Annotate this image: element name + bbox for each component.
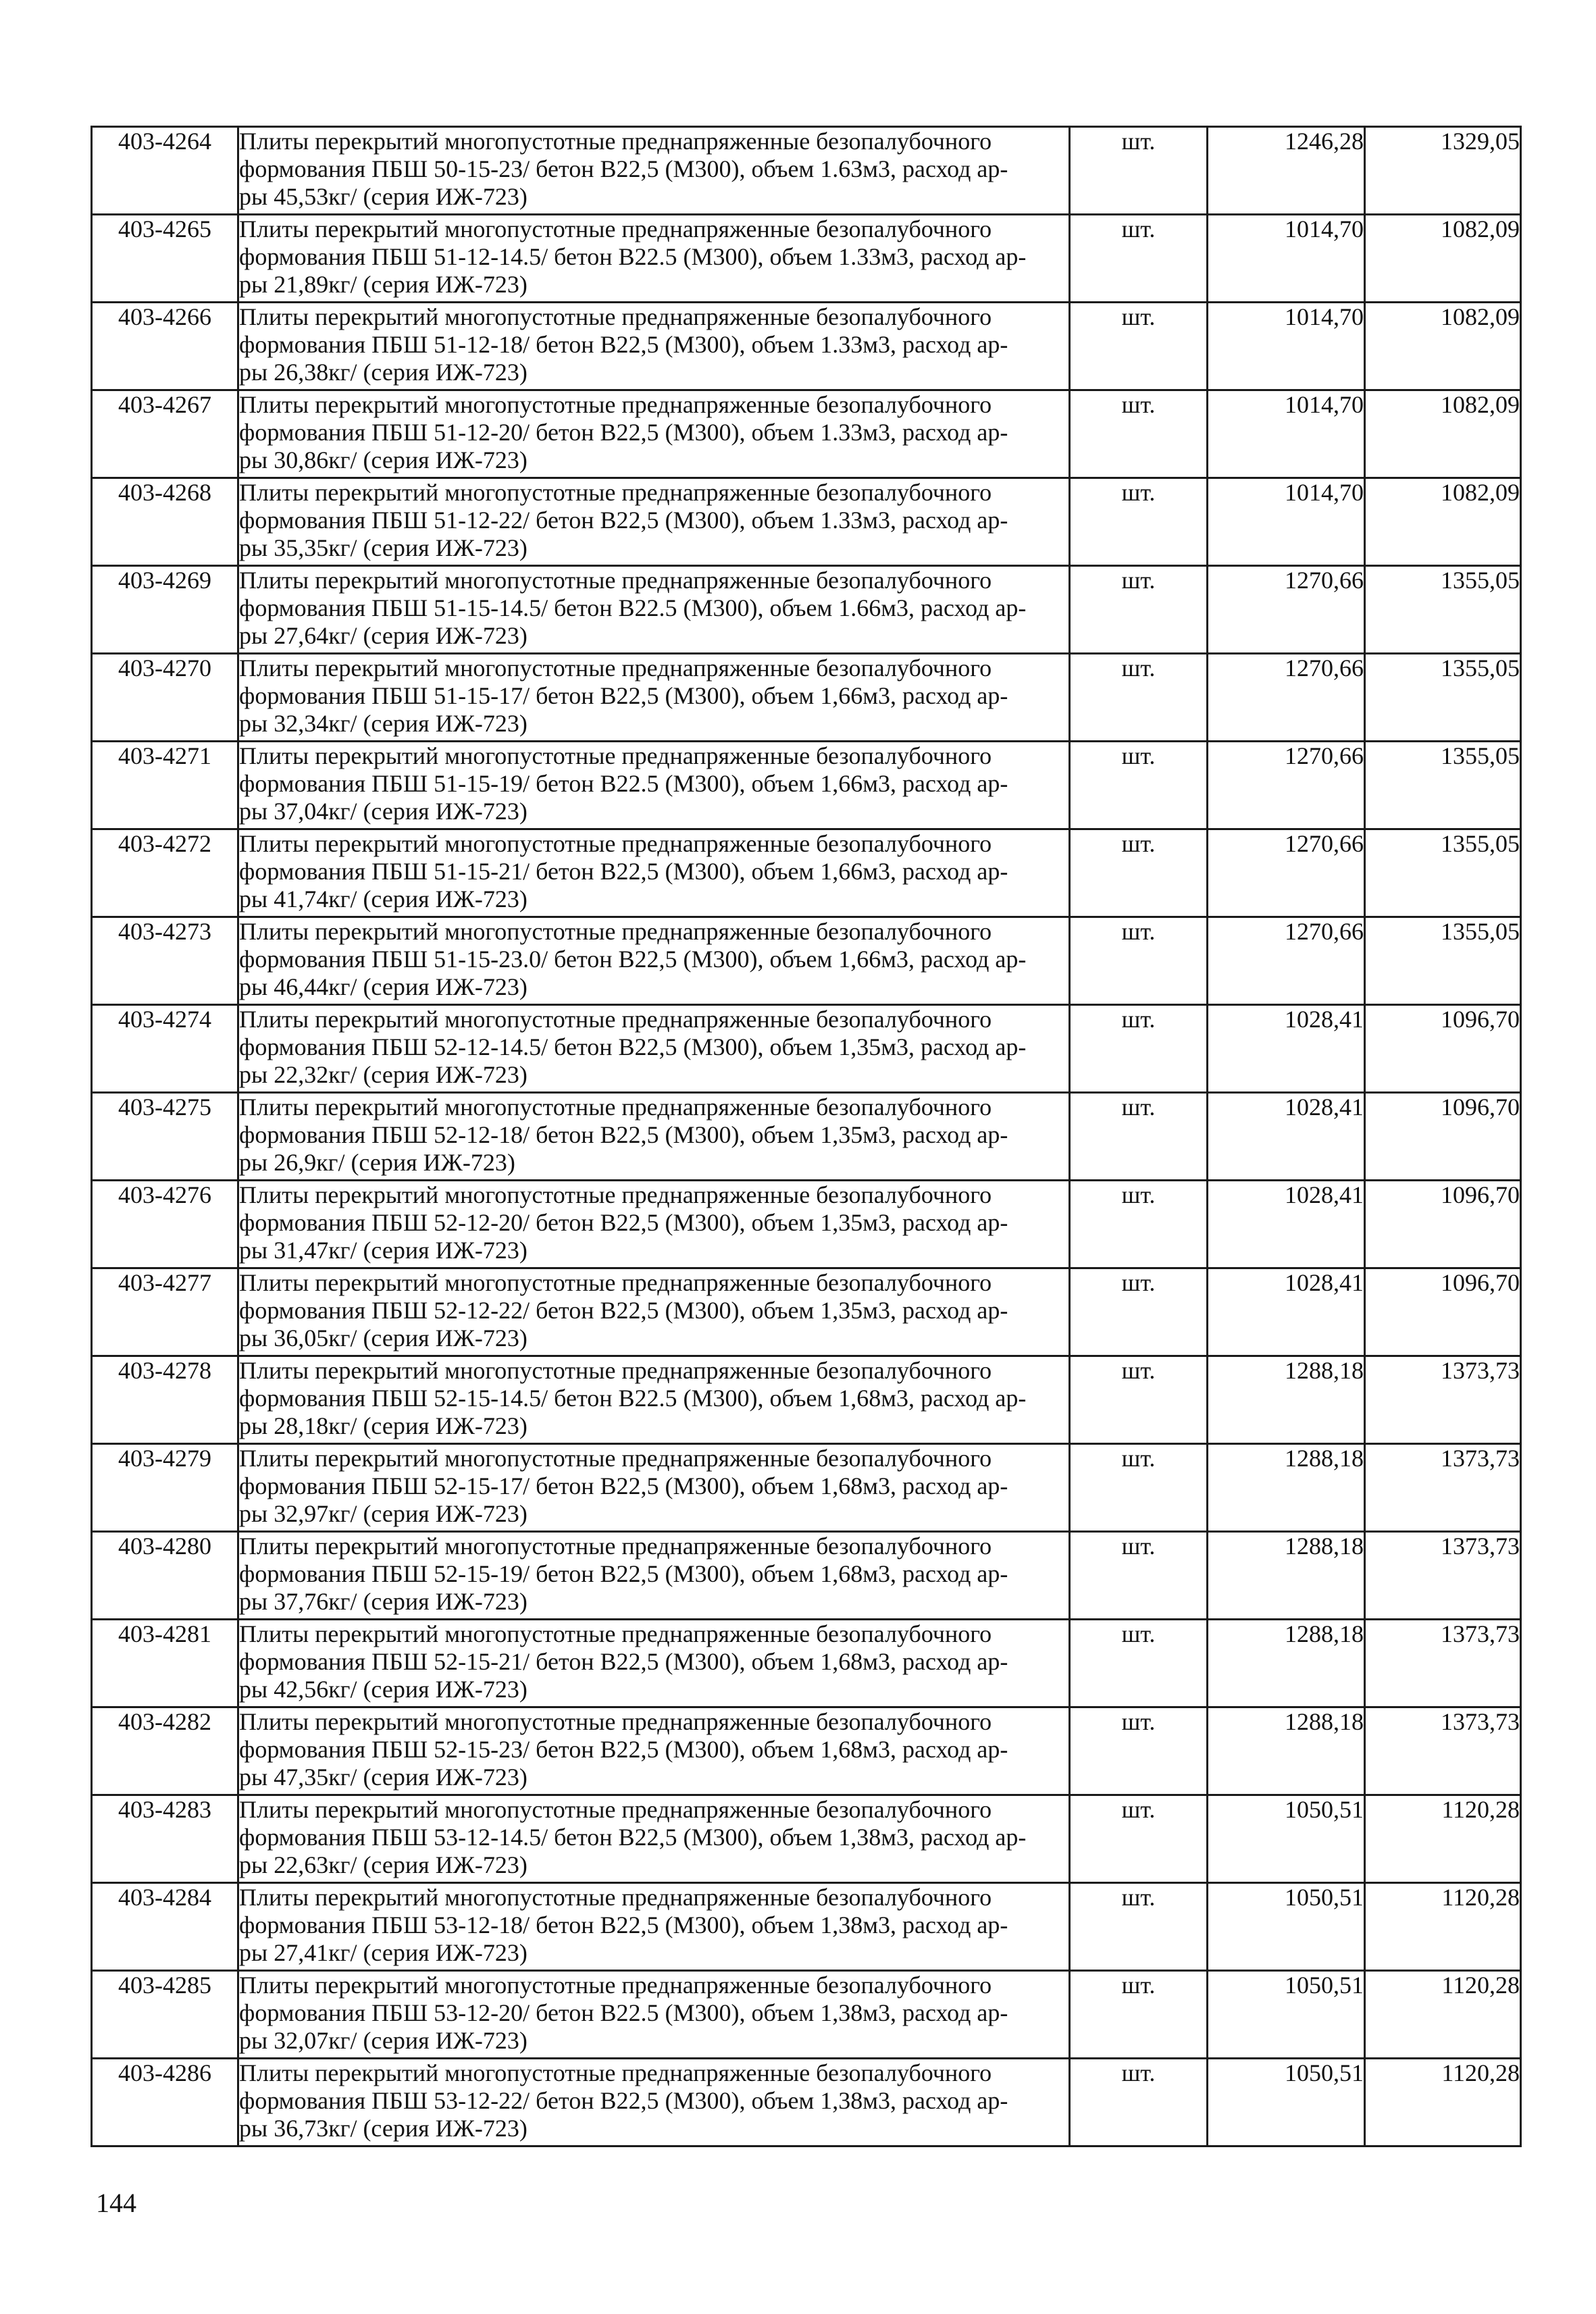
item-code: 403-4284 [92, 1883, 238, 1971]
item-description [238, 215, 1070, 303]
item-price-2: 1355,05 [1365, 917, 1521, 1005]
item-price-2: 1082,09 [1365, 215, 1521, 303]
table-row [92, 1883, 1521, 1971]
table-row [92, 1532, 1521, 1620]
price-table-body [92, 127, 1521, 2146]
description-line-3: ры 37,76кг/ (серия ИЖ-723) [239, 1588, 527, 1615]
item-unit: шт. [1070, 1883, 1208, 1971]
item-code: 403-4272 [92, 829, 238, 917]
description-line-2: формования ПБШ 52-15-17/ бетон В22,5 (М300), объем 1,68м3, расход ар- [239, 1472, 1008, 1499]
item-unit: шт. [1070, 127, 1208, 215]
item-price-2: 1120,28 [1365, 1883, 1521, 1971]
description-line-2: формования ПБШ 50-15-23/ бетон В22,5 (М300), объем 1.63м3, расход ар- [239, 155, 1008, 182]
description-line-2: формования ПБШ 52-15-21/ бетон В22,5 (М300), объем 1,68м3, расход ар- [239, 1648, 1008, 1675]
table-row [92, 2059, 1521, 2146]
description-line-2: формования ПБШ 52-12-22/ бетон В22,5 (М300), объем 1,35м3, расход ар- [239, 1297, 1008, 1324]
table-row [92, 1093, 1521, 1181]
item-code: 403-4283 [92, 1795, 238, 1883]
item-unit: шт. [1070, 215, 1208, 303]
description-line-3: ры 32,07кг/ (серия ИЖ-723) [239, 2027, 527, 2054]
item-price-1: 1270,66 [1208, 917, 1365, 1005]
price-table [91, 126, 1522, 2147]
item-price-2: 1120,28 [1365, 2059, 1521, 2146]
item-code: 403-4271 [92, 742, 238, 829]
description-line-3: ры 42,56кг/ (серия ИЖ-723) [239, 1676, 527, 1703]
item-unit: шт. [1070, 1532, 1208, 1620]
item-price-1: 1050,51 [1208, 2059, 1365, 2146]
item-price-2: 1355,05 [1365, 742, 1521, 829]
item-unit: шт. [1070, 829, 1208, 917]
item-code: 403-4278 [92, 1356, 238, 1444]
item-description [238, 1532, 1070, 1620]
description-line-1: Плиты перекрытий многопустотные преднапряженные безопалубочного [239, 1006, 992, 1033]
description-line-2: формования ПБШ 51-15-23.0/ бетон В22,5 (М300), объем 1,66м3, расход ар- [239, 946, 1027, 973]
description-line-2: формования ПБШ 52-12-14.5/ бетон В22,5 (М300), объем 1,35м3, расход ар- [239, 1033, 1027, 1060]
item-code: 403-4266 [92, 303, 238, 390]
item-unit: шт. [1070, 1620, 1208, 1707]
table-row [92, 654, 1521, 742]
table-row [92, 1620, 1521, 1707]
item-price-1: 1028,41 [1208, 1181, 1365, 1268]
item-description [238, 742, 1070, 829]
item-unit: шт. [1070, 1356, 1208, 1444]
item-price-2: 1096,70 [1365, 1005, 1521, 1093]
item-description [238, 1005, 1070, 1093]
description-line-3: ры 37,04кг/ (серия ИЖ-723) [239, 798, 527, 825]
description-line-1: Плиты перекрытий многопустотные преднапряженные безопалубочного [239, 1181, 992, 1208]
description-line-1: Плиты перекрытий многопустотные преднапряженные безопалубочного [239, 1620, 992, 1647]
item-price-1: 1050,51 [1208, 1971, 1365, 2059]
table-row [92, 1356, 1521, 1444]
table-row [92, 829, 1521, 917]
description-line-3: ры 30,86кг/ (серия ИЖ-723) [239, 446, 527, 473]
description-line-3: ры 27,64кг/ (серия ИЖ-723) [239, 622, 527, 649]
description-line-1: Плиты перекрытий многопустотные преднапряженные безопалубочного [239, 1796, 992, 1823]
item-unit: шт. [1070, 1005, 1208, 1093]
item-unit: шт. [1070, 2059, 1208, 2146]
item-description [238, 1181, 1070, 1268]
description-line-1: Плиты перекрытий многопустотные преднапряженные безопалубочного [239, 742, 992, 769]
item-price-1: 1288,18 [1208, 1444, 1365, 1532]
item-description [238, 1883, 1070, 1971]
item-price-2: 1355,05 [1365, 566, 1521, 654]
description-line-1: Плиты перекрытий многопустотные преднапряженные безопалубочного [239, 1972, 992, 1999]
item-description [238, 390, 1070, 478]
item-code: 403-4268 [92, 478, 238, 566]
description-line-2: формования ПБШ 52-12-20/ бетон В22,5 (М300), объем 1,35м3, расход ар- [239, 1209, 1008, 1236]
item-price-1: 1270,66 [1208, 829, 1365, 917]
item-code: 403-4264 [92, 127, 238, 215]
item-unit: шт. [1070, 742, 1208, 829]
description-line-3: ры 26,9кг/ (серия ИЖ-723) [239, 1149, 515, 1176]
description-line-1: Плиты перекрытий многопустотные преднапряженные безопалубочного [239, 128, 992, 155]
description-line-1: Плиты перекрытий многопустотные преднапряженные безопалубочного [239, 391, 992, 418]
item-price-2: 1096,70 [1365, 1268, 1521, 1356]
table-row [92, 478, 1521, 566]
description-line-3: ры 32,97кг/ (серия ИЖ-723) [239, 1500, 527, 1527]
description-line-1: Плиты перекрытий многопустотные преднапряженные безопалубочного [239, 1708, 992, 1735]
item-price-1: 1288,18 [1208, 1356, 1365, 1444]
description-line-1: Плиты перекрытий многопустотные преднапряженные безопалубочного [239, 918, 992, 945]
item-price-2: 1082,09 [1365, 303, 1521, 390]
description-line-2: формования ПБШ 51-12-14.5/ бетон В22.5 (М300), объем 1.33м3, расход ар- [239, 243, 1027, 270]
table-row [92, 1795, 1521, 1883]
item-price-2: 1373,73 [1365, 1356, 1521, 1444]
item-unit: шт. [1070, 390, 1208, 478]
table-row [92, 917, 1521, 1005]
description-line-3: ры 45,53кг/ (серия ИЖ-723) [239, 183, 527, 210]
description-line-3: ры 21,89кг/ (серия ИЖ-723) [239, 271, 527, 298]
table-row [92, 742, 1521, 829]
table-row [92, 1005, 1521, 1093]
item-code: 403-4279 [92, 1444, 238, 1532]
item-price-1: 1270,66 [1208, 566, 1365, 654]
item-description [238, 1707, 1070, 1795]
item-code: 403-4286 [92, 2059, 238, 2146]
item-price-2: 1082,09 [1365, 390, 1521, 478]
item-code: 403-4269 [92, 566, 238, 654]
description-line-3: ры 22,63кг/ (серия ИЖ-723) [239, 1851, 527, 1878]
description-line-2: формования ПБШ 53-12-20/ бетон В22.5 (М300), объем 1,38м3, расход ар- [239, 1999, 1008, 2026]
item-unit: шт. [1070, 1971, 1208, 2059]
description-line-2: формования ПБШ 52-15-19/ бетон В22,5 (М300), объем 1,68м3, расход ар- [239, 1560, 1008, 1587]
table-row [92, 1971, 1521, 2059]
item-price-2: 1096,70 [1365, 1093, 1521, 1181]
description-line-3: ры 36,05кг/ (серия ИЖ-723) [239, 1325, 527, 1352]
item-description [238, 654, 1070, 742]
item-price-1: 1014,70 [1208, 215, 1365, 303]
item-description [238, 1093, 1070, 1181]
description-line-2: формования ПБШ 52-12-18/ бетон В22,5 (М300), объем 1,35м3, расход ар- [239, 1121, 1008, 1148]
item-code: 403-4281 [92, 1620, 238, 1707]
description-line-3: ры 41,74кг/ (серия ИЖ-723) [239, 885, 527, 912]
item-description [238, 478, 1070, 566]
description-line-2: формования ПБШ 51-12-18/ бетон В22,5 (М300), объем 1.33м3, расход ар- [239, 331, 1008, 358]
item-unit: шт. [1070, 566, 1208, 654]
description-line-3: ры 35,35кг/ (серия ИЖ-723) [239, 534, 527, 561]
item-price-2: 1120,28 [1365, 1971, 1521, 2059]
item-description [238, 829, 1070, 917]
table-row [92, 1707, 1521, 1795]
item-code: 403-4282 [92, 1707, 238, 1795]
item-unit: шт. [1070, 1707, 1208, 1795]
description-line-3: ры 22,32кг/ (серия ИЖ-723) [239, 1061, 527, 1088]
item-description [238, 566, 1070, 654]
item-price-1: 1050,51 [1208, 1883, 1365, 1971]
item-price-1: 1014,70 [1208, 390, 1365, 478]
description-line-2: формования ПБШ 53-12-22/ бетон В22,5 (М300), объем 1,38м3, расход ар- [239, 2087, 1008, 2114]
description-line-1: Плиты перекрытий многопустотные преднапряженные безопалубочного [239, 830, 992, 857]
description-line-2: формования ПБШ 52-15-14.5/ бетон В22.5 (М300), объем 1,68м3, расход ар- [239, 1385, 1027, 1412]
item-code: 403-4285 [92, 1971, 238, 2059]
item-description [238, 917, 1070, 1005]
description-line-2: формования ПБШ 51-15-19/ бетон В22.5 (М300), объем 1,66м3, расход ар- [239, 770, 1008, 797]
table-row [92, 1444, 1521, 1532]
item-unit: шт. [1070, 654, 1208, 742]
description-line-3: ры 47,35кг/ (серия ИЖ-723) [239, 1764, 527, 1791]
description-line-1: Плиты перекрытий многопустотные преднапряженные безопалубочного [239, 1884, 992, 1911]
description-line-2: формования ПБШ 53-12-18/ бетон В22,5 (М300), объем 1,38м3, расход ар- [239, 1911, 1008, 1938]
description-line-1: Плиты перекрытий многопустотные преднапряженные безопалубочного [239, 567, 992, 594]
item-price-2: 1373,73 [1365, 1444, 1521, 1532]
item-price-1: 1028,41 [1208, 1093, 1365, 1181]
item-price-1: 1014,70 [1208, 303, 1365, 390]
table-row [92, 1181, 1521, 1268]
item-code: 403-4276 [92, 1181, 238, 1268]
description-line-2: формования ПБШ 51-15-17/ бетон В22,5 (М300), объем 1,66м3, расход ар- [239, 682, 1008, 709]
description-line-2: формования ПБШ 52-15-23/ бетон В22,5 (М300), объем 1,68м3, расход ар- [239, 1736, 1008, 1763]
item-price-1: 1288,18 [1208, 1707, 1365, 1795]
table-row [92, 127, 1521, 215]
table-row [92, 390, 1521, 478]
description-line-1: Плиты перекрытий многопустотные преднапряженные безопалубочного [239, 2059, 992, 2086]
description-line-2: формования ПБШ 51-12-20/ бетон В22,5 (М300), объем 1.33м3, расход ар- [239, 419, 1008, 446]
item-unit: шт. [1070, 478, 1208, 566]
item-price-1: 1014,70 [1208, 478, 1365, 566]
item-price-2: 1082,09 [1365, 478, 1521, 566]
item-description [238, 2059, 1070, 2146]
description-line-3: ры 31,47кг/ (серия ИЖ-723) [239, 1237, 527, 1264]
item-price-2: 1373,73 [1365, 1532, 1521, 1620]
item-unit: шт. [1070, 1181, 1208, 1268]
description-line-1: Плиты перекрытий многопустотные преднапряженные безопалубочного [239, 1445, 992, 1472]
description-line-2: формования ПБШ 51-15-21/ бетон В22,5 (М300), объем 1,66м3, расход ар- [239, 858, 1008, 885]
item-description [238, 1268, 1070, 1356]
item-code: 403-4274 [92, 1005, 238, 1093]
item-code: 403-4270 [92, 654, 238, 742]
description-line-1: Плиты перекрытий многопустотные преднапряженные безопалубочного [239, 479, 992, 506]
item-description [238, 1356, 1070, 1444]
description-line-1: Плиты перекрытий многопустотные преднапряженные безопалубочного [239, 215, 992, 242]
item-price-2: 1373,73 [1365, 1620, 1521, 1707]
description-line-2: формования ПБШ 53-12-14.5/ бетон В22,5 (М300), объем 1,38м3, расход ар- [239, 1824, 1027, 1851]
item-description [238, 1620, 1070, 1707]
item-code: 403-4267 [92, 390, 238, 478]
item-price-2: 1373,73 [1365, 1707, 1521, 1795]
item-price-1: 1270,66 [1208, 654, 1365, 742]
item-price-1: 1028,41 [1208, 1005, 1365, 1093]
description-line-1: Плиты перекрытий многопустотные преднапряженные безопалубочного [239, 303, 992, 330]
item-unit: шт. [1070, 303, 1208, 390]
item-description [238, 127, 1070, 215]
item-unit: шт. [1070, 1093, 1208, 1181]
description-line-3: ры 36,73кг/ (серия ИЖ-723) [239, 2115, 527, 2142]
item-code: 403-4280 [92, 1532, 238, 1620]
item-price-2: 1355,05 [1365, 829, 1521, 917]
description-line-3: ры 28,18кг/ (серия ИЖ-723) [239, 1412, 527, 1439]
description-line-2: формования ПБШ 51-12-22/ бетон В22,5 (М300), объем 1.33м3, расход ар- [239, 507, 1008, 534]
table-row [92, 566, 1521, 654]
item-description [238, 1795, 1070, 1883]
item-unit: шт. [1070, 1444, 1208, 1532]
item-price-1: 1050,51 [1208, 1795, 1365, 1883]
item-price-1: 1028,41 [1208, 1268, 1365, 1356]
description-line-1: Плиты перекрытий многопустотные преднапряженные безопалубочного [239, 1357, 992, 1384]
description-line-3: ры 46,44кг/ (серия ИЖ-723) [239, 973, 527, 1000]
description-line-3: ры 26,38кг/ (серия ИЖ-723) [239, 359, 527, 386]
item-price-2: 1096,70 [1365, 1181, 1521, 1268]
description-line-3: ры 32,34кг/ (серия ИЖ-723) [239, 710, 527, 737]
item-unit: шт. [1070, 917, 1208, 1005]
item-description [238, 1971, 1070, 2059]
item-code: 403-4273 [92, 917, 238, 1005]
item-unit: шт. [1070, 1795, 1208, 1883]
item-description [238, 303, 1070, 390]
description-line-2: формования ПБШ 51-15-14.5/ бетон В22.5 (М300), объем 1.66м3, расход ар- [239, 594, 1027, 621]
item-price-1: 1270,66 [1208, 742, 1365, 829]
description-line-1: Плиты перекрытий многопустотные преднапряженные безопалубочного [239, 1533, 992, 1560]
page-number: 144 [96, 2188, 136, 2218]
item-price-1: 1246,28 [1208, 127, 1365, 215]
item-code: 403-4265 [92, 215, 238, 303]
item-price-1: 1288,18 [1208, 1532, 1365, 1620]
item-price-2: 1329,05 [1365, 127, 1521, 215]
item-code: 403-4277 [92, 1268, 238, 1356]
description-line-1: Плиты перекрытий многопустотные преднапряженные безопалубочного [239, 1094, 992, 1121]
item-description [238, 1444, 1070, 1532]
description-line-3: ры 27,41кг/ (серия ИЖ-723) [239, 1939, 527, 1966]
table-row [92, 303, 1521, 390]
description-line-1: Плиты перекрытий многопустотные преднапряженные безопалубочного [239, 654, 992, 682]
item-price-1: 1288,18 [1208, 1620, 1365, 1707]
item-price-2: 1355,05 [1365, 654, 1521, 742]
table-row [92, 215, 1521, 303]
table-row [92, 1268, 1521, 1356]
description-line-1: Плиты перекрытий многопустотные преднапряженные безопалубочного [239, 1269, 992, 1296]
item-price-2: 1120,28 [1365, 1795, 1521, 1883]
item-unit: шт. [1070, 1268, 1208, 1356]
item-code: 403-4275 [92, 1093, 238, 1181]
